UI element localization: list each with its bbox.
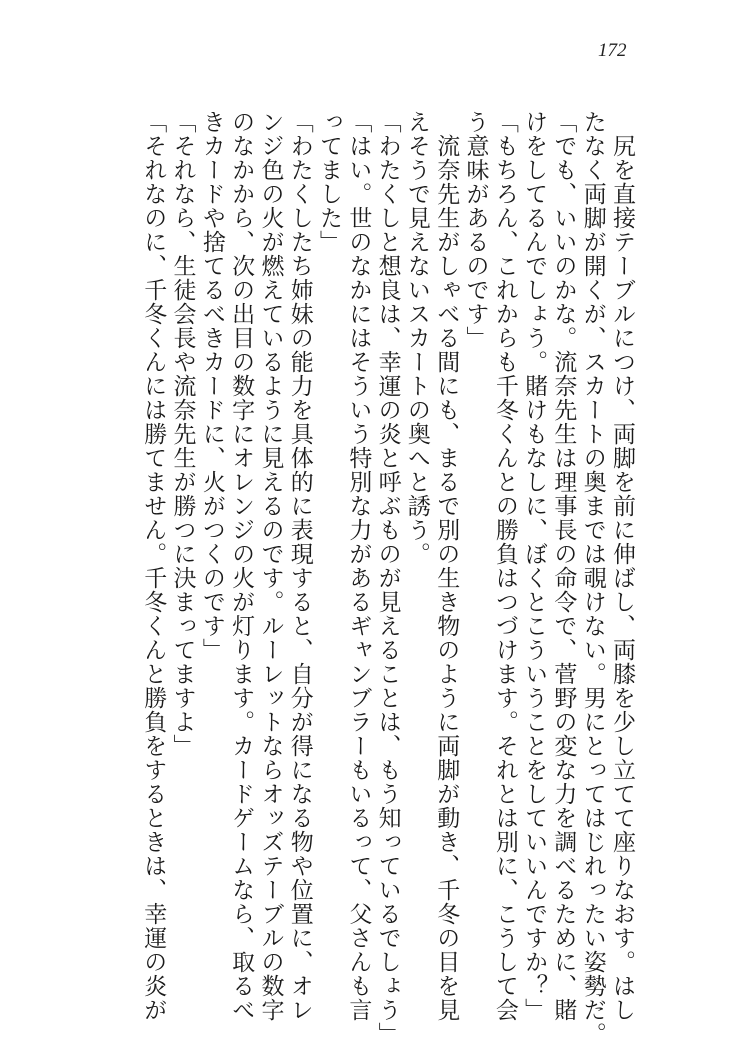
page-number: 172 xyxy=(598,40,627,61)
text-line: 流奈先生がしゃべる間にも、まるで別の生き物のように両脚が動き、千冬の目を見 xyxy=(433,110,460,1022)
text-line: ってました」 xyxy=(316,110,343,254)
text-line: 「わたくしたち姉妹の能力を具体的に表現すると、自分が得になる物や位置に、オレ xyxy=(286,110,313,1022)
text-line: ンジ色の火が燃えているように見えるのです。ルーレットならオッズテーブルの数字 xyxy=(257,110,284,1022)
text-line: 「もちろん、これからも千冬くんとの勝負はつづけます。それとは別に、こうして会 xyxy=(491,110,518,1022)
text-line: えそうで見えないスカートの奥へと誘う。 xyxy=(403,110,430,566)
text-line: 「はい。世のなかにはそういう特別な力があるギャンブラーもいるって、父さんも言 xyxy=(345,110,372,1022)
text-line: 「でも、いいのかな。流奈先生は理事長の命令で、菅野の変な力を調べるために、賭 xyxy=(550,110,577,1022)
text-line: のなかから、次の出目の数字にオレンジの火が灯ります。カードゲームなら、取るべ xyxy=(228,110,255,1022)
text-line: 尻を直接テーブルにつけ、両脚を前に伸ばし、両膝を少し立てて座りなおす。はし xyxy=(609,110,635,1022)
text-line: う意味があるのです」 xyxy=(462,110,489,350)
text-line: 「わたくしと想良は、幸運の炎と呼ぶものが見えることは、もう知っているでしょう」 xyxy=(374,110,401,1046)
text-line: たなく両脚が開くが、スカートの奥までは覗けない。男にとってはじれったい姿勢だ。 xyxy=(579,110,606,1046)
text-line: 「それなのに、千冬くんには勝てません。千冬くんと勝負をするときは、幸運の炎が xyxy=(140,110,167,1022)
text-line: きカードや捨てるべきカードに、火がつくのです」 xyxy=(198,110,225,662)
text-line: けをしてるんでしょう。賭けもなしに、ぼくとこういうことをしていいんですか？」 xyxy=(521,110,548,1022)
novel-body-text xyxy=(138,110,636,1046)
text-line: 「それなら、生徒会長や流奈先生が勝つに決まってますよ」 xyxy=(169,110,196,758)
